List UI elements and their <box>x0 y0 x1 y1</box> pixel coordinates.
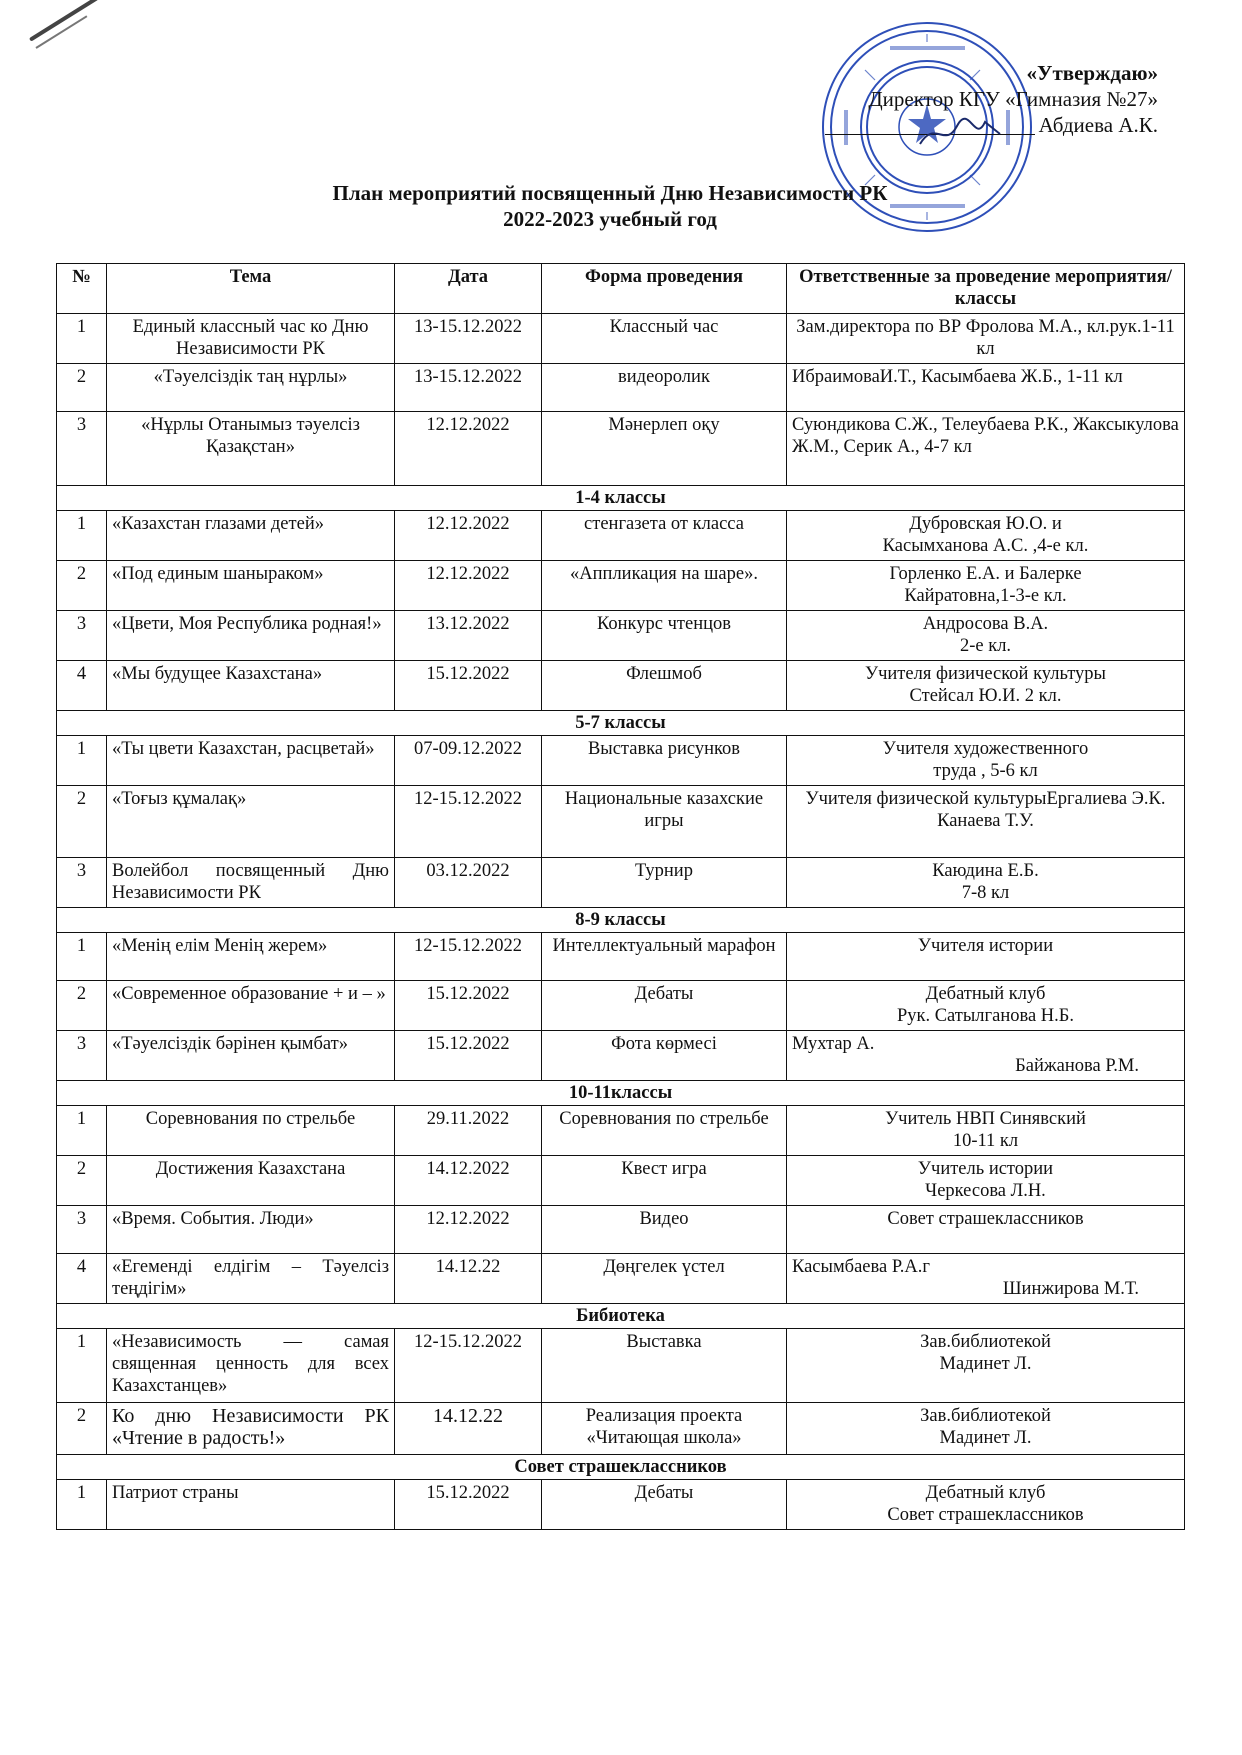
table-cell: 14.12.22 <box>395 1403 542 1455</box>
table-cell: 1 <box>57 1329 107 1403</box>
table-row <box>57 611 1185 661</box>
table-cell: Дөңгелек үстел <box>542 1254 787 1304</box>
table-cell <box>787 511 1185 561</box>
table-cell: Конкурс чтенцов <box>542 611 787 661</box>
header-form: Форма проведения <box>542 264 787 314</box>
title-line-2: 2022-2023 учебный год <box>503 207 717 231</box>
table-cell: 15.12.2022 <box>395 981 542 1031</box>
table-cell: 1 <box>57 1106 107 1156</box>
table-cell <box>787 786 1185 858</box>
table-cell: 29.11.2022 <box>395 1106 542 1156</box>
cell-line: Учителя физической культурыЕргалиева Э.К. <box>805 789 1166 809</box>
table-cell: Соревнования по стрельбе <box>542 1106 787 1156</box>
table-cell: Дебаты <box>542 981 787 1031</box>
table-cell: 2 <box>57 981 107 1031</box>
table-cell: «Независимость — самая священная ценность для всех Казахстанцев» <box>107 1329 395 1403</box>
table-cell: 15.12.2022 <box>395 1480 542 1530</box>
cell-line: Касымханова А.С. ,4-е кл. <box>882 536 1089 556</box>
table-row <box>57 511 1185 561</box>
table-cell: 03.12.2022 <box>395 858 542 908</box>
cell-line: Учитель истории <box>917 1159 1054 1179</box>
table-cell: 15.12.2022 <box>395 661 542 711</box>
header-num: № <box>57 264 107 314</box>
approval-signature-line <box>825 112 1158 138</box>
table-cell <box>787 736 1185 786</box>
table-cell <box>787 1206 1185 1254</box>
cell-line: Зав.библиотекой <box>920 1406 1051 1426</box>
cell-line: Мадинет Л. <box>939 1428 1032 1448</box>
table-cell: Выставка <box>542 1329 787 1403</box>
table-cell <box>787 1031 1185 1081</box>
table-row <box>57 1480 1185 1530</box>
table-cell: «Тәуелсіздік таң нұрлы» <box>107 364 395 412</box>
table-cell: Видео <box>542 1206 787 1254</box>
header-responsible: Ответственные за проведение мероприятия/ классы <box>787 264 1185 314</box>
table-row <box>57 561 1185 611</box>
table-row <box>57 1031 1185 1081</box>
signature-underline <box>825 134 1035 135</box>
table-cell: 13-15.12.2022 <box>395 364 542 412</box>
approval-heading: «Утверждаю» <box>1026 61 1158 85</box>
page-title <box>140 180 1080 232</box>
table-cell: 13.12.2022 <box>395 611 542 661</box>
section-row-5-7 <box>57 711 1185 736</box>
table-cell: Соревнования по стрельбе <box>107 1106 395 1156</box>
cell-line: 2-е кл. <box>959 636 1012 656</box>
table-cell: 2 <box>57 786 107 858</box>
table-cell: «Под единым шаныраком» <box>107 561 395 611</box>
table-cell: 3 <box>57 1206 107 1254</box>
table-cell <box>787 1106 1185 1156</box>
table-cell: Мәнерлеп оқу <box>542 412 787 486</box>
table-cell <box>787 561 1185 611</box>
header-date: Дата <box>395 264 542 314</box>
table-cell: 1 <box>57 933 107 981</box>
table-cell: 10-11классы <box>57 1081 1185 1106</box>
cell-line: 10-11 кл <box>952 1131 1019 1151</box>
table-cell: 13-15.12.2022 <box>395 314 542 364</box>
table-cell: ИбраимоваИ.Т., Касымбаева Ж.Б., 1-11 кл <box>787 364 1185 412</box>
cell-line: Канаева Т.У. <box>937 811 1034 831</box>
table-cell: 15.12.2022 <box>395 1031 542 1081</box>
table-cell: 8-9 классы <box>57 908 1185 933</box>
cell-line: Шинжирова М.Т. <box>1002 1279 1139 1299</box>
cell-line: Совет страшеклассников <box>887 1505 1084 1525</box>
table-row <box>57 1329 1185 1403</box>
table-cell <box>787 1329 1185 1403</box>
table-cell: 5-7 классы <box>57 711 1185 736</box>
table-cell: 3 <box>57 412 107 486</box>
table-cell <box>787 858 1185 908</box>
header-topic: Тема <box>107 264 395 314</box>
table-cell: «Тоғыз құмалақ» <box>107 786 395 858</box>
table-cell <box>787 661 1185 711</box>
table-row <box>57 1156 1185 1206</box>
cell-line: Дебатный клуб <box>925 984 1046 1004</box>
title-line-1: План мероприятий посвященный Дню Независимости РК <box>332 181 888 205</box>
table-cell: 12-15.12.2022 <box>395 933 542 981</box>
table-cell: 14.12.2022 <box>395 1156 542 1206</box>
table-cell: Суюндикова С.Ж., Телеубаева Р.К., Жаксыкулова Ж.М., Серик А., 4-7 кл <box>787 412 1185 486</box>
approval-block <box>778 60 1158 138</box>
cell-line: Черкесова Л.Н. <box>925 1181 1046 1201</box>
table-cell: 2 <box>57 1403 107 1455</box>
table-cell: 12-15.12.2022 <box>395 1329 542 1403</box>
cell-line: Рук. Сатылганова Н.Б. <box>896 1006 1075 1026</box>
table-cell: Реализация проекта «Читающая школа» <box>542 1403 787 1455</box>
table-cell: 4 <box>57 1254 107 1304</box>
table-cell: 07-09.12.2022 <box>395 736 542 786</box>
table-cell: 1 <box>57 1480 107 1530</box>
table-row <box>57 786 1185 858</box>
table-cell: Совет страшеклассников <box>57 1455 1185 1480</box>
table-cell: Национальные казахские игры <box>542 786 787 858</box>
cell-line: Стейсал Ю.И. 2 кл. <box>909 686 1062 706</box>
table-row <box>57 933 1185 981</box>
cell-line: Мухтар А. <box>792 1034 875 1054</box>
cell-line: Андросова В.А. <box>922 614 1049 634</box>
table-cell: 1 <box>57 511 107 561</box>
table-cell: «Мы будущее Казахстана» <box>107 661 395 711</box>
cell-line: 7-8 кл <box>961 883 1010 903</box>
table-cell: Выставка рисунков <box>542 736 787 786</box>
cell-line: Учителя художественного <box>882 739 1089 759</box>
cell-line: Кайратовна,1-3-е кл. <box>904 586 1067 606</box>
table-cell: Ко дню Независимости РК «Чтение в радость!» <box>107 1403 395 1455</box>
cell-line: Мадинет Л. <box>939 1354 1032 1374</box>
table-cell: Интеллектуальный марафон <box>542 933 787 981</box>
cell-line: труда , 5-6 кл <box>933 761 1038 781</box>
cell-line: Дубровская Ю.О. и <box>909 514 1062 534</box>
table-cell: 2 <box>57 1156 107 1206</box>
table-row <box>57 1403 1185 1455</box>
table-row <box>57 314 1185 364</box>
table-cell: 3 <box>57 1031 107 1081</box>
table-cell: 4 <box>57 661 107 711</box>
table-cell: «Современное образование + и – » <box>107 981 395 1031</box>
cell-line: Учителя истории <box>917 936 1054 956</box>
table-cell: «Казахстан глазами детей» <box>107 511 395 561</box>
approval-director: Директор КГУ «Гимназия №27» <box>868 87 1158 111</box>
events-table <box>56 263 1185 1530</box>
table-cell <box>787 933 1185 981</box>
cell-line: Учителя физической культуры <box>865 664 1106 684</box>
pen-mark <box>29 0 99 42</box>
table-row <box>57 364 1185 412</box>
table-cell: Единый классный час ко Дню Независимости РК <box>107 314 395 364</box>
table-cell: 14.12.22 <box>395 1254 542 1304</box>
section-row-8-9 <box>57 908 1185 933</box>
section-row-10-11 <box>57 1081 1185 1106</box>
table-cell <box>787 1480 1185 1530</box>
table-cell: Патриот страны <box>107 1480 395 1530</box>
table-cell: «Тәуелсіздік бәрінен қымбат» <box>107 1031 395 1081</box>
table-cell: Квест игра <box>542 1156 787 1206</box>
table-cell: «Менің елім Менің жерем» <box>107 933 395 981</box>
cell-line: Каюдина Е.Б. <box>932 861 1039 881</box>
table-cell: 3 <box>57 611 107 661</box>
table-cell: «Аппликация на шаре». <box>542 561 787 611</box>
table-cell: Достижения Казахстана <box>107 1156 395 1206</box>
cell-line: Совет страшеклассников <box>887 1209 1084 1229</box>
cell-line: Дебатный клуб <box>925 1483 1046 1503</box>
approval-name: Абдиева А.К. <box>1038 113 1158 137</box>
table-cell: Классный час <box>542 314 787 364</box>
table-cell: «Цвети, Моя Республика родная!» <box>107 611 395 661</box>
table-row <box>57 858 1185 908</box>
table-cell <box>787 1403 1185 1455</box>
cell-line: Горленко Е.А. и Балерке <box>889 564 1082 584</box>
table-row <box>57 1206 1185 1254</box>
signature-icon <box>915 114 1005 154</box>
table-cell: 12.12.2022 <box>395 511 542 561</box>
table-cell: 2 <box>57 364 107 412</box>
table-cell: 1-4 классы <box>57 486 1185 511</box>
cell-line: Касымбаева Р.А.г <box>792 1257 930 1277</box>
table-cell: Турнир <box>542 858 787 908</box>
table-cell: 3 <box>57 858 107 908</box>
table-cell: 12.12.2022 <box>395 1206 542 1254</box>
table-cell: Дебаты <box>542 1480 787 1530</box>
table-row <box>57 661 1185 711</box>
table-cell: 1 <box>57 736 107 786</box>
table-cell: 1 <box>57 314 107 364</box>
table-cell: Волейбол посвященный Дню Независимости РК <box>107 858 395 908</box>
table-header-row <box>57 264 1185 314</box>
table-cell: Зам.директора по ВР Фролова М.А., кл.рук.1-11 кл <box>787 314 1185 364</box>
table-cell: Флешмоб <box>542 661 787 711</box>
table-cell: стенгазета от класса <box>542 511 787 561</box>
table-row <box>57 1106 1185 1156</box>
table-row <box>57 1254 1185 1304</box>
section-row-library <box>57 1304 1185 1329</box>
table-cell: Бибиотека <box>57 1304 1185 1329</box>
table-cell: 12.12.2022 <box>395 561 542 611</box>
table-cell: «Егемендi елдігім – Тәуелсіз теңдігім» <box>107 1254 395 1304</box>
table-cell <box>787 1156 1185 1206</box>
cell-line: Зав.библиотекой <box>920 1332 1051 1352</box>
table-cell: 12-15.12.2022 <box>395 786 542 858</box>
table-cell: «Время. События. Люди» <box>107 1206 395 1254</box>
table-cell <box>787 611 1185 661</box>
table-cell: 12.12.2022 <box>395 412 542 486</box>
table-cell <box>787 1254 1185 1304</box>
section-row-1-4 <box>57 486 1185 511</box>
table-cell <box>787 981 1185 1031</box>
section-row-council <box>57 1455 1185 1480</box>
table-row <box>57 981 1185 1031</box>
cell-line: Байжанова Р.М. <box>1015 1056 1139 1076</box>
table-cell: «Ты цвети Казахстан, расцветай» <box>107 736 395 786</box>
table-cell: «Нұрлы Отанымыз тәуелсіз Қазақстан» <box>107 412 395 486</box>
table-cell: Фота көрмесі <box>542 1031 787 1081</box>
table-row <box>57 736 1185 786</box>
cell-line: Учитель НВП Синявский <box>885 1109 1086 1129</box>
table-cell: видеоролик <box>542 364 787 412</box>
table-cell: 2 <box>57 561 107 611</box>
table-row <box>57 412 1185 486</box>
